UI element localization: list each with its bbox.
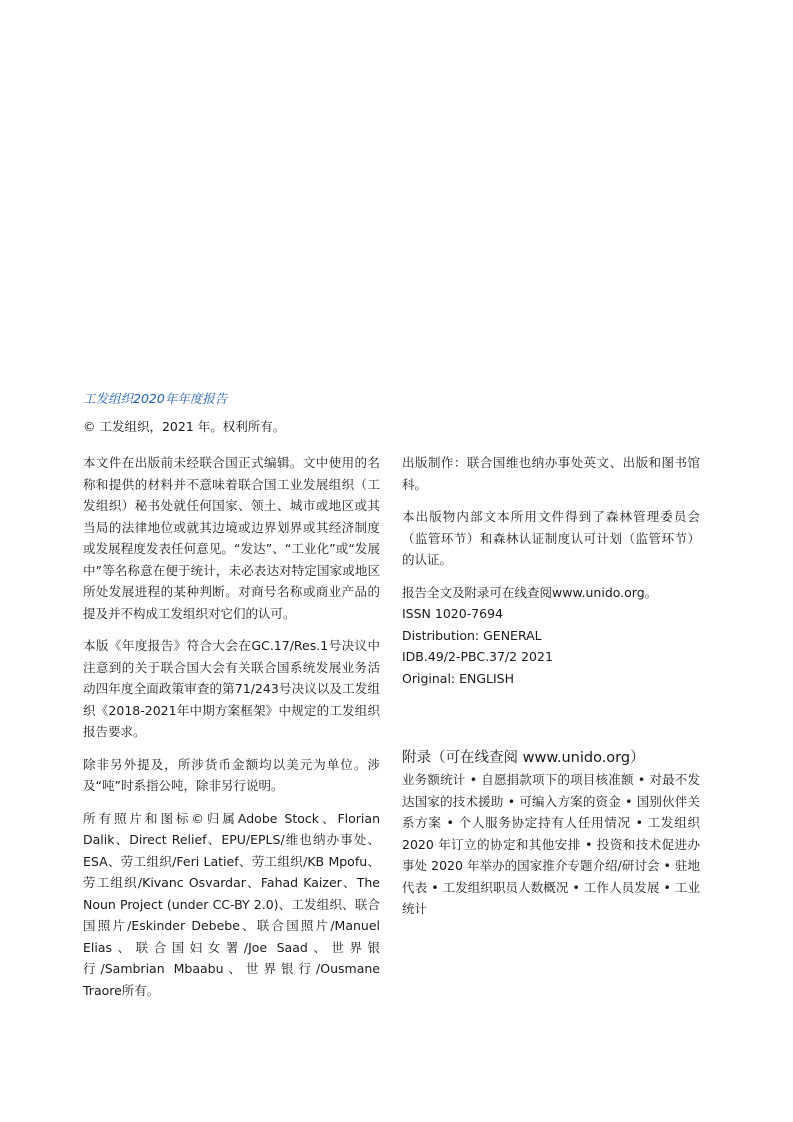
copyright-line: © 工发组织，2021 年。权利所有。 <box>83 419 286 434</box>
currency-paragraph: 除非另外提及，所涉货币金额均以美元为单位。涉及“吨”时系指公吨，除非另行说明。 <box>83 756 380 793</box>
original-language-line: Original: ENGLISH <box>402 670 515 686</box>
paper-certification-paragraph: 本出版物内部文本所用文件得到了森林管理委员会（监管环节）和森林认证制度认可计划（监管环节）的认证。 <box>402 509 700 567</box>
annex-items-paragraph: 业务额统计 • 自愿捐款项下的项目核准额 • 对最不发达国家的技术援助 • 可编入方案的资金 • 国别伙伴关系方案 • 个人服务协定持有人任用情况 • 工发组织 2020 年订立的协定和其他安排 • 投资和技术促进办事处 2020 年举办的国家推介专题介绍/研讨会 • 驻地代表 • 工发组织职员人数概况 • 工作人员发展 • 工业统计 <box>402 772 700 916</box>
compliance-paragraph: 本版《年度报告》符合大会在GC.17/Res.1号决议中注意到的关于联合国大会有关联合国系统发展业务活动四年度全面政策审查的第71/243号决议以及工发组织《2018-2021年中期方案框架》中规定的工发组织报告要求。 <box>83 638 380 739</box>
distribution-line: Distribution: GENERAL <box>402 627 542 643</box>
document-symbol-line: IDB.49/2-PBC.37/2 2021 <box>402 649 553 664</box>
left-column <box>83 452 380 1001</box>
right-column <box>402 452 700 920</box>
production-paragraph: 出版制作：联合国维也纳办事处英文、出版和图书馆科。 <box>402 455 700 492</box>
issn-line: ISSN 1020-7694 <box>402 606 504 621</box>
report-title: 工发组织2020年年度报告 <box>83 391 228 406</box>
photo-credits-paragraph: 所有照片和图标©归属Adobe Stock、Florian Dalik、Direct Relief、EPU/EPLS/维也纳办事处、ESA、劳工组织/Feri Latief、劳工组织/KB Mpofu、劳工组织/Kivanc Osvardar、Fahad Kaizer、The Noun Project (under CC-BY 2.0)、工发组织、联合国照片/Eskinder Debebe、联合国照片/Manuel Elias、联合国妇女署/Joe Saad、世界银行/Sambrian Mbaabu、世界银行/Ousmane Traore所有。 <box>83 810 380 998</box>
disclaimer-paragraph: 本文件在出版前未经联合国正式编辑。文中使用的名称和提供的材料并不意味着联合国工业发展组织（工发组织）秘书处就任何国家、领土、城市或地区或其当局的法律地位或就其边境或边界划界或其经济制度或发展程度发表任何意见。“发达”、“工业化”或“发展中”等名称意在便于统计，未必表达对特定国家或地区所处发展进程的某种判断。对商号名称或商业产品的提及并不构成工发组织对它们的认可。 <box>83 455 380 621</box>
annex-heading: 附录（可在线查阅 www.unido.org） <box>402 750 645 766</box>
online-availability-line: 报告全文及附录可在线查阅www.unido.org。 <box>402 584 658 600</box>
